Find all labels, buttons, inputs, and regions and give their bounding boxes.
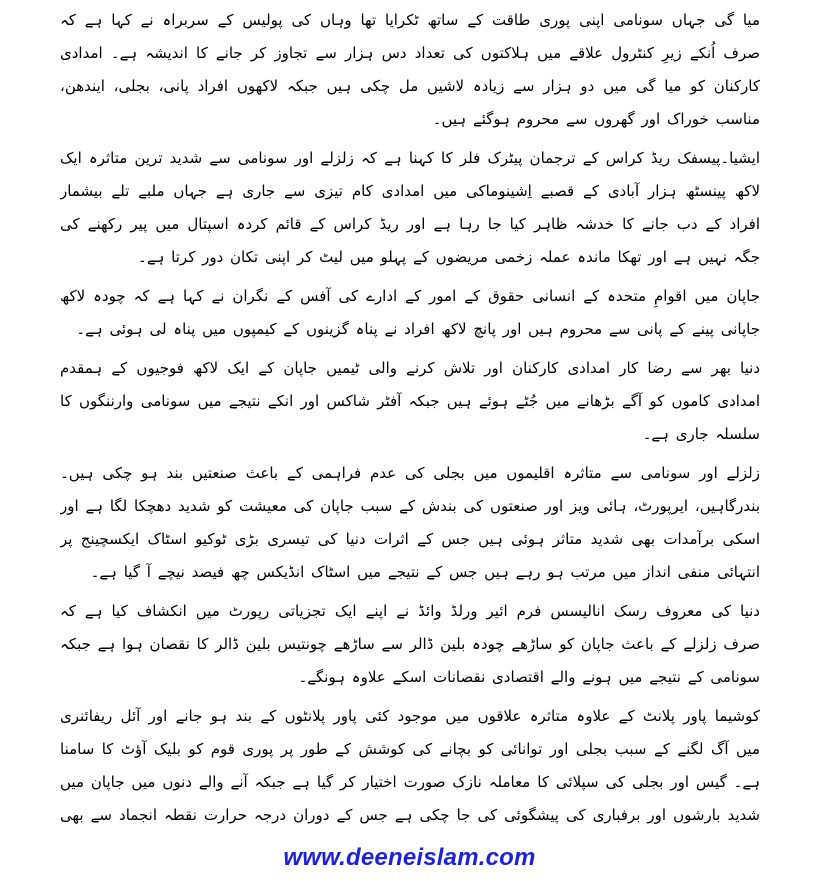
- paragraph-risk-analysis: دنیا کی معروف رسک انالیسس فرم ائیر ورلڈ وائڈ نے اپنے ایک تجزیاتی رپورٹ میں انکشاف کیا ہے کہ صرف زلزلے کے باعث جاپان کو ساڑھے چودہ بلین ڈالر سے ساڑھے چونتیس بلین ڈالر کا نقصان ہوا ہے جبکہ سونامی کے نتیجے میں ہونے والے اقتصادی نقصانات اسکے علاوہ ہونگے۔: [60, 602, 760, 686]
- article-body: [60, 4, 760, 834]
- paragraph-power-blackout: کوشیما پاور پلانٹ کے علاوہ متاثرہ علاقوں میں موجود کئی پاور پلانٹوں کے بند ہو جانے اور آئل ریفائنری میں آگ لگنے کے سبب بجلی اور توانائی کو بچانے کی کوشش کے طور پر پوری قوم کو بلیک آؤٹ کا سامنا ہے۔ گیس اور بجلی کی سپلائی کا معاملہ نازک صورت اختیار کر گیا ہے جبکہ آنے والے دنوں میں جاپان میں شدید بارشوں اور برفباری کی پیشگوئی کی جا چکی ہے جس کے دوران درجہ حرارت نقطہ انجماد سے بھی: [60, 707, 760, 824]
- paragraph-red-cross: ایشیا۔پیسفک ریڈ کراس کے ترجمان پیٹرک فلر کا کہنا ہے کہ زلزلے اور سونامی سے شدید ترین متاثرہ ایک لاکھ پینسٹھ ہزار آبادی کے قصبے اِشینوماکی میں امدادی کام تیزی سے جاری ہے جہاں ملبے تلے بیشمار افراد کے دب جانے کا خدشہ ظاہر کیا جا رہا ہے اور ریڈ کراس کے قائم کردہ اسپتال میں پیر رکھنے کی جگہ نہیں ہے اور تھکا ماندہ عملہ زخمی مریضوں کے پہلو میں لیٹ کر اپنی تکان دور کرتا ہے۔: [60, 149, 760, 266]
- website-link[interactable]: www.deeneislam.com: [283, 844, 536, 871]
- paragraph-un-water: جاپان میں اقوامِ متحدہ کے انسانی حقوق کے امور کے ادارے کی آفس کے نگران نے کہا ہے کہ چودہ لاکھ جاپانی پینے کے پانی سے محروم ہیں اور پانچ لاکھ افراد نے پناہ گزینوں کے کیمپوں میں پناہ لی ہوئی ہے۔: [60, 287, 760, 338]
- paragraph-economy: زلزلے اور سونامی سے متاثرہ اقلیموں میں بجلی کی عدم فراہمی کے باعث صنعتیں بند ہو چکی ہیں۔ بندرگاہیں، ایرپورٹ، ہائی ویز اور صنعتوں کی بندش کے سبب جاپان کی معیشت کو شدید دھچکا لگا ہے اور اسکی برآمدات بھی شدید متاثر ہوئی ہیں جس کے اثرات دنیا کی تیسری بڑی ٹوکیو اسٹاک ایکسچینج پر انتہائی منفی انداز میں مرتب ہو رہے ہیں جس کے نتیجے میں اسٹاک انڈیکس چھ فیصد نیچے آ گیا ہے۔: [60, 464, 760, 581]
- paragraph-rescue-teams: دنیا بھر سے رضا کار امدادی کارکنان اور تلاش کرنے والی ٹیمیں جاپان کے ایک لاکھ فوجیوں کے ہمقدم امدادی کاموں کو آگے بڑھانے میں جُٹے ہوئے ہیں جبکہ آفٹر شاکس اور انکے نتیجے میں سونامی وارننگوں کا سلسلہ جاری ہے۔: [60, 359, 760, 443]
- paragraph-miyagi-casualties: میا گی جہاں سونامی اپنی پوری طاقت کے ساتھ ٹکرایا تھا وہاں کی پولیس کے سربراہ نے کہا ہے کہ صرف اُنکے زیرِ کنٹرول علاقے میں ہلاکتوں کی تعداد دس ہزار سے تجاوز کر جانے کا اندیشہ ہے۔ امدادی کارکنان کو میا گی میں دو ہزار سے زیادہ لاشیں مل چکی ہیں جبکہ لاکھوں افراد پانی، بجلی، ایندھن، مناسب خوراک اور گھروں سے محروم ہوگئے ہیں۔: [60, 11, 760, 128]
